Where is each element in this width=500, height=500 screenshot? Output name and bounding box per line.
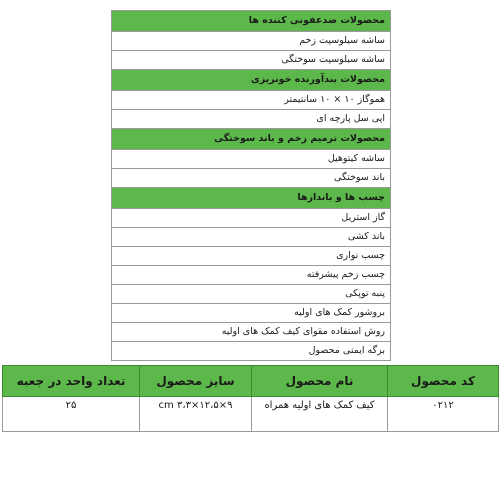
list-item	[112, 323, 391, 342]
cell-product-code: ۰۲۱۲	[388, 397, 499, 432]
header-units-per-box: تعداد واحد در جعبه	[3, 366, 140, 397]
section-title: چسب ها و باندازها	[112, 188, 391, 209]
list-item-label: اپی سل پارچه ای	[112, 110, 391, 129]
cell-product-size: ۹×۱۲،۵×۳،۳ cm	[140, 397, 252, 432]
section-title: محصولات بندآورنده خونریزی	[112, 70, 391, 91]
header-product-size: سایز محصول	[140, 366, 252, 397]
cell-units-per-box: ۲۵	[3, 397, 140, 432]
list-item-label: پنبه توپکی	[112, 285, 391, 304]
list-item	[112, 150, 391, 169]
list-item-label: چسب نواری	[112, 247, 391, 266]
list-item	[112, 169, 391, 188]
list-item-label: ساشه کیتوهیل	[112, 150, 391, 169]
cell-product-name: کیف کمک های اولیه همراه	[252, 397, 388, 432]
list-item-label: گاز استریل	[112, 209, 391, 228]
list-item-label: ساشه سیلوسپت زخم	[112, 32, 391, 51]
list-item	[112, 51, 391, 70]
contents-list	[111, 10, 391, 361]
list-item-label: باند کشی	[112, 228, 391, 247]
list-item-label: بروشور کمک های اولیه	[112, 304, 391, 323]
list-item	[112, 228, 391, 247]
section-header	[112, 11, 391, 32]
section-header	[112, 70, 391, 91]
list-item	[112, 247, 391, 266]
section-title: محصولات ترمیم زخم و باند سوختگی	[112, 129, 391, 150]
list-item	[112, 342, 391, 361]
list-item-label: هموگاز ۱۰ × ۱۰ سانتیمتر	[112, 91, 391, 110]
section-header	[112, 129, 391, 150]
product-spec-body	[3, 397, 499, 432]
contents-list-body	[112, 11, 391, 361]
section-title: محصولات ضدعفونی کننده ها	[112, 11, 391, 32]
list-item	[112, 209, 391, 228]
list-item	[112, 266, 391, 285]
header-product-name: نام محصول	[252, 366, 388, 397]
list-item-label: چسب زخم پیشرفته	[112, 266, 391, 285]
header-product-code: کد محصول	[388, 366, 499, 397]
product-spec-table	[2, 365, 499, 432]
list-item	[112, 285, 391, 304]
product-spec-header	[3, 366, 499, 397]
list-item-label: روش استفاده مقوای کیف کمک های اولیه	[112, 323, 391, 342]
list-item	[112, 304, 391, 323]
table-row	[3, 397, 499, 432]
section-header	[112, 188, 391, 209]
list-item	[112, 91, 391, 110]
list-item	[112, 32, 391, 51]
list-item-label: برگه ایمنی محصول	[112, 342, 391, 361]
list-item-label: ساشه سیلوسپت سوختگی	[112, 51, 391, 70]
product-spec-header-row	[3, 366, 499, 397]
list-item	[112, 110, 391, 129]
list-item-label: باند سوختگی	[112, 169, 391, 188]
